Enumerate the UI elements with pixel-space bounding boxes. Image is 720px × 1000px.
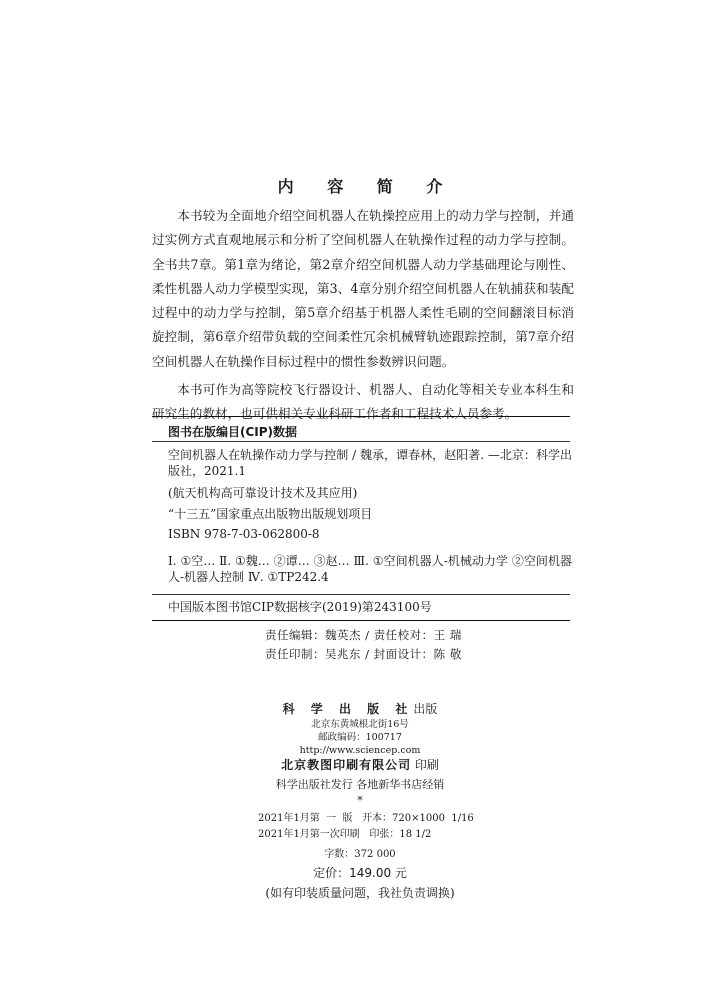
publisher-name: 科 学 出 版 社 [282,702,414,716]
abstract-section [152,204,574,431]
cip-mid-rule [152,594,570,595]
cip-title-line: 空间机器人在轨操作动力学与控制 / 魏承，谭春林，赵阳著. —北京：科学出版社，2021.1 [168,448,572,478]
cip-heading-rule [152,441,570,442]
quality-notice: (如有印装质量问题，我社负责调换) [265,886,455,900]
cip-series-line: (航天机构高可靠设计技术及其应用) [168,486,358,500]
distribution-line: 科学出版社发行 各地新华书店经销 [275,778,445,791]
credits-production: 责任印制：吴兆东 / 封面设计：陈 敬 [265,647,462,661]
cip-subject-line: Ⅰ. ①空… Ⅱ. ①魏… ②谭… ③赵… Ⅲ. ①空间机器人-机械动力学 ②空间机器人-机器人控制 Ⅳ. ①TP242.4 [168,554,572,584]
cip-bottom-rule [152,620,570,621]
printing-line: 2021年1月第一次印刷 印张：18 1/2 [258,829,432,840]
publisher-suffix: 出版 [413,702,438,716]
page-title: 内 容 简 介 [277,177,457,196]
cip-number-line: 中国版本图书馆CIP数据核字(2019)第243100号 [168,600,432,614]
publisher-postcode: 邮政编码：100717 [318,732,402,743]
word-count: 字数：372 000 [324,849,396,860]
edition-line: 2021年1月第 一 版 开本：720×1000 1/16 [258,813,474,824]
printer-suffix: 印刷 [414,758,439,772]
separator-star: * [357,794,363,807]
cip-top-rule [152,416,570,417]
publisher-line [0,700,720,717]
printer-name: 北京教图印刷有限公司 [281,758,412,772]
credits-editors: 责任编辑：魏英杰 / 责任校对：王 瑞 [265,628,462,642]
price: 定价：149.00 元 [313,866,407,880]
printer-line [0,756,720,773]
cip-project-line: “十三五”国家重点出版物出版规划项目 [168,507,373,521]
abstract-paragraph-1: 本书较为全面地介绍空间机器人在轨操控应用上的动力学与控制，并通过实例方式直观地展示和分析了空间机器人在轨操作过程的动力学与控制。全书共7章。第1章为绪论，第2章介绍空间机器人动力学基础理论与刚性、柔性机器人动力学模型实现，第3、4章分别介绍空间机器人在轨捕获和装配过程中的动力学与控制，第5章介绍基于机器人柔性毛刷的空间翻滚目标消旋控制，第6章介绍带负载的空间柔性冗余机械臂轨迹跟踪控制，第7章介绍空间机器人在轨操作目标过程中的惯性参数辨识问题。 [152,208,574,369]
cip-heading: 图书在版编目(CIP)数据 [168,425,298,439]
publisher-address: 北京东黄城根北街16号 [311,719,409,730]
cip-isbn-line: ISBN 978-7-03-062800-8 [168,527,320,541]
abstract-paragraph-2: 本书可作为高等院校飞行器设计、机器人、自动化等相关专业本科生和研究生的教材，也可供相关专业科研工作者和工程技术人员参考。 [152,382,574,422]
publisher-url: http://www.sciencep.com [299,745,421,756]
